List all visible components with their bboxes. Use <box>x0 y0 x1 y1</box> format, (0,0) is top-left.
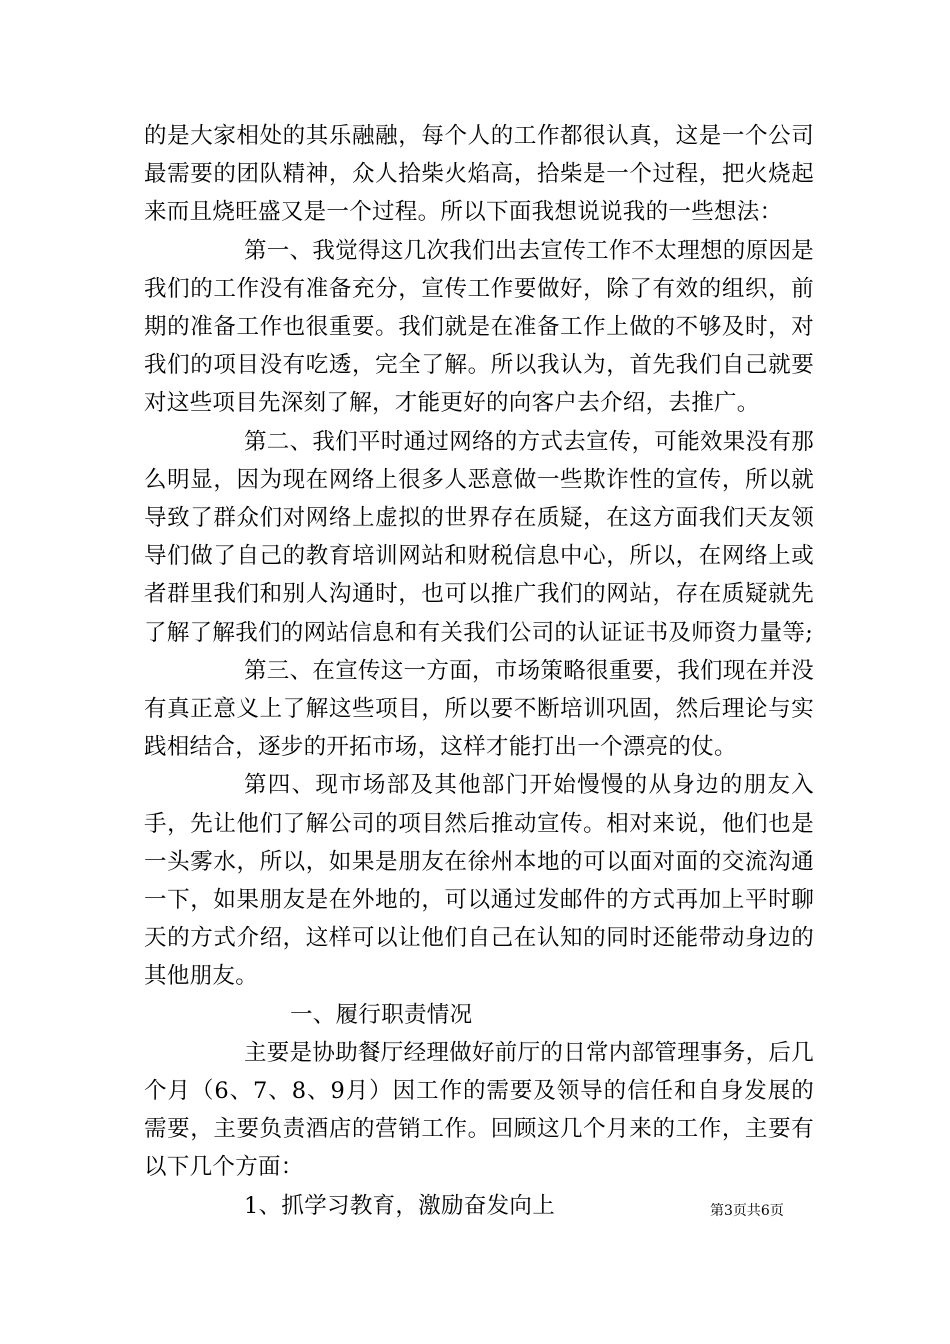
paragraph-duties: 主要是协助餐厅经理做好前厅的日常内部管理事务，后几个月（6、7、8、9月）因工作的需要及领导的信任和自身发展的需要，主要负责酒店的营销工作。回顾这几个月来的工作，主要有以下几个方面： <box>144 1039 815 1181</box>
paragraph-point-two: 第二、我们平时通过网络的方式去宣传，可能效果没有那么明显，因为现在网络上很多人恶意做一些欺诈性的宣传，所以就导致了群众们对网络上虚拟的世界存在质疑，在这方面我们天友领导们做了自己的教育培训网站和财税信息中心，所以，在网络上或者群里我们和别人沟通时，也可以推广我们的网站，存在质疑就先了解了解我们的网站信息和有关我们公司的认证证书及师资力量等; <box>144 428 815 646</box>
page-number-footer: 第3页共6页 <box>710 1203 784 1219</box>
section-heading: 一、履行职责情况 <box>290 1001 473 1028</box>
paragraph-continuation: 的是大家相处的其乐融融，每个人的工作都很认真，这是一个公司最需要的团队精神，众人拾柴火焰高，拾柴是一个过程，把火烧起来而且烧旺盛又是一个过程。所以下面我想说说我的一些想法： <box>144 123 814 226</box>
paragraph-point-four: 第四、现市场部及其他部门开始慢慢的从身边的朋友入手，先让他们了解公司的项目然后推动宣传。相对来说，他们也是一头雾水，所以，如果是朋友在徐州本地的可以面对面的交流沟通一下，如果朋友是在外地的，可以通过发邮件的方式再加上平时聊天的方式介绍，这样可以让他们自己在认知的同时还能带动身边的其他朋友。 <box>144 772 814 990</box>
paragraph-point-three: 第三、在宣传这一方面，市场策略很重要，我们现在并没有真正意义上了解这些项目，所以要不断培训巩固，然后理论与实践相结合，逐步的开拓市场，这样才能打出一个漂亮的仗。 <box>144 657 815 761</box>
document-body <box>144 117 814 1225</box>
paragraph-point-one: 第一、我觉得这几次我们出去宣传工作不太理想的原因是我们的工作没有准备充分，宣传工作要做好，除了有效的组织，前期的准备工作也很重要。我们就是在准备工作上做的不够及时，对我们的项目没有吃透，完全了解。所以我认为，首先我们自己就要对这些项目先深刻了解，才能更好的向客户去介绍，去推广。 <box>144 237 815 417</box>
sub-heading: 1、抓学习教育，激励奋发向上 <box>244 1192 556 1219</box>
